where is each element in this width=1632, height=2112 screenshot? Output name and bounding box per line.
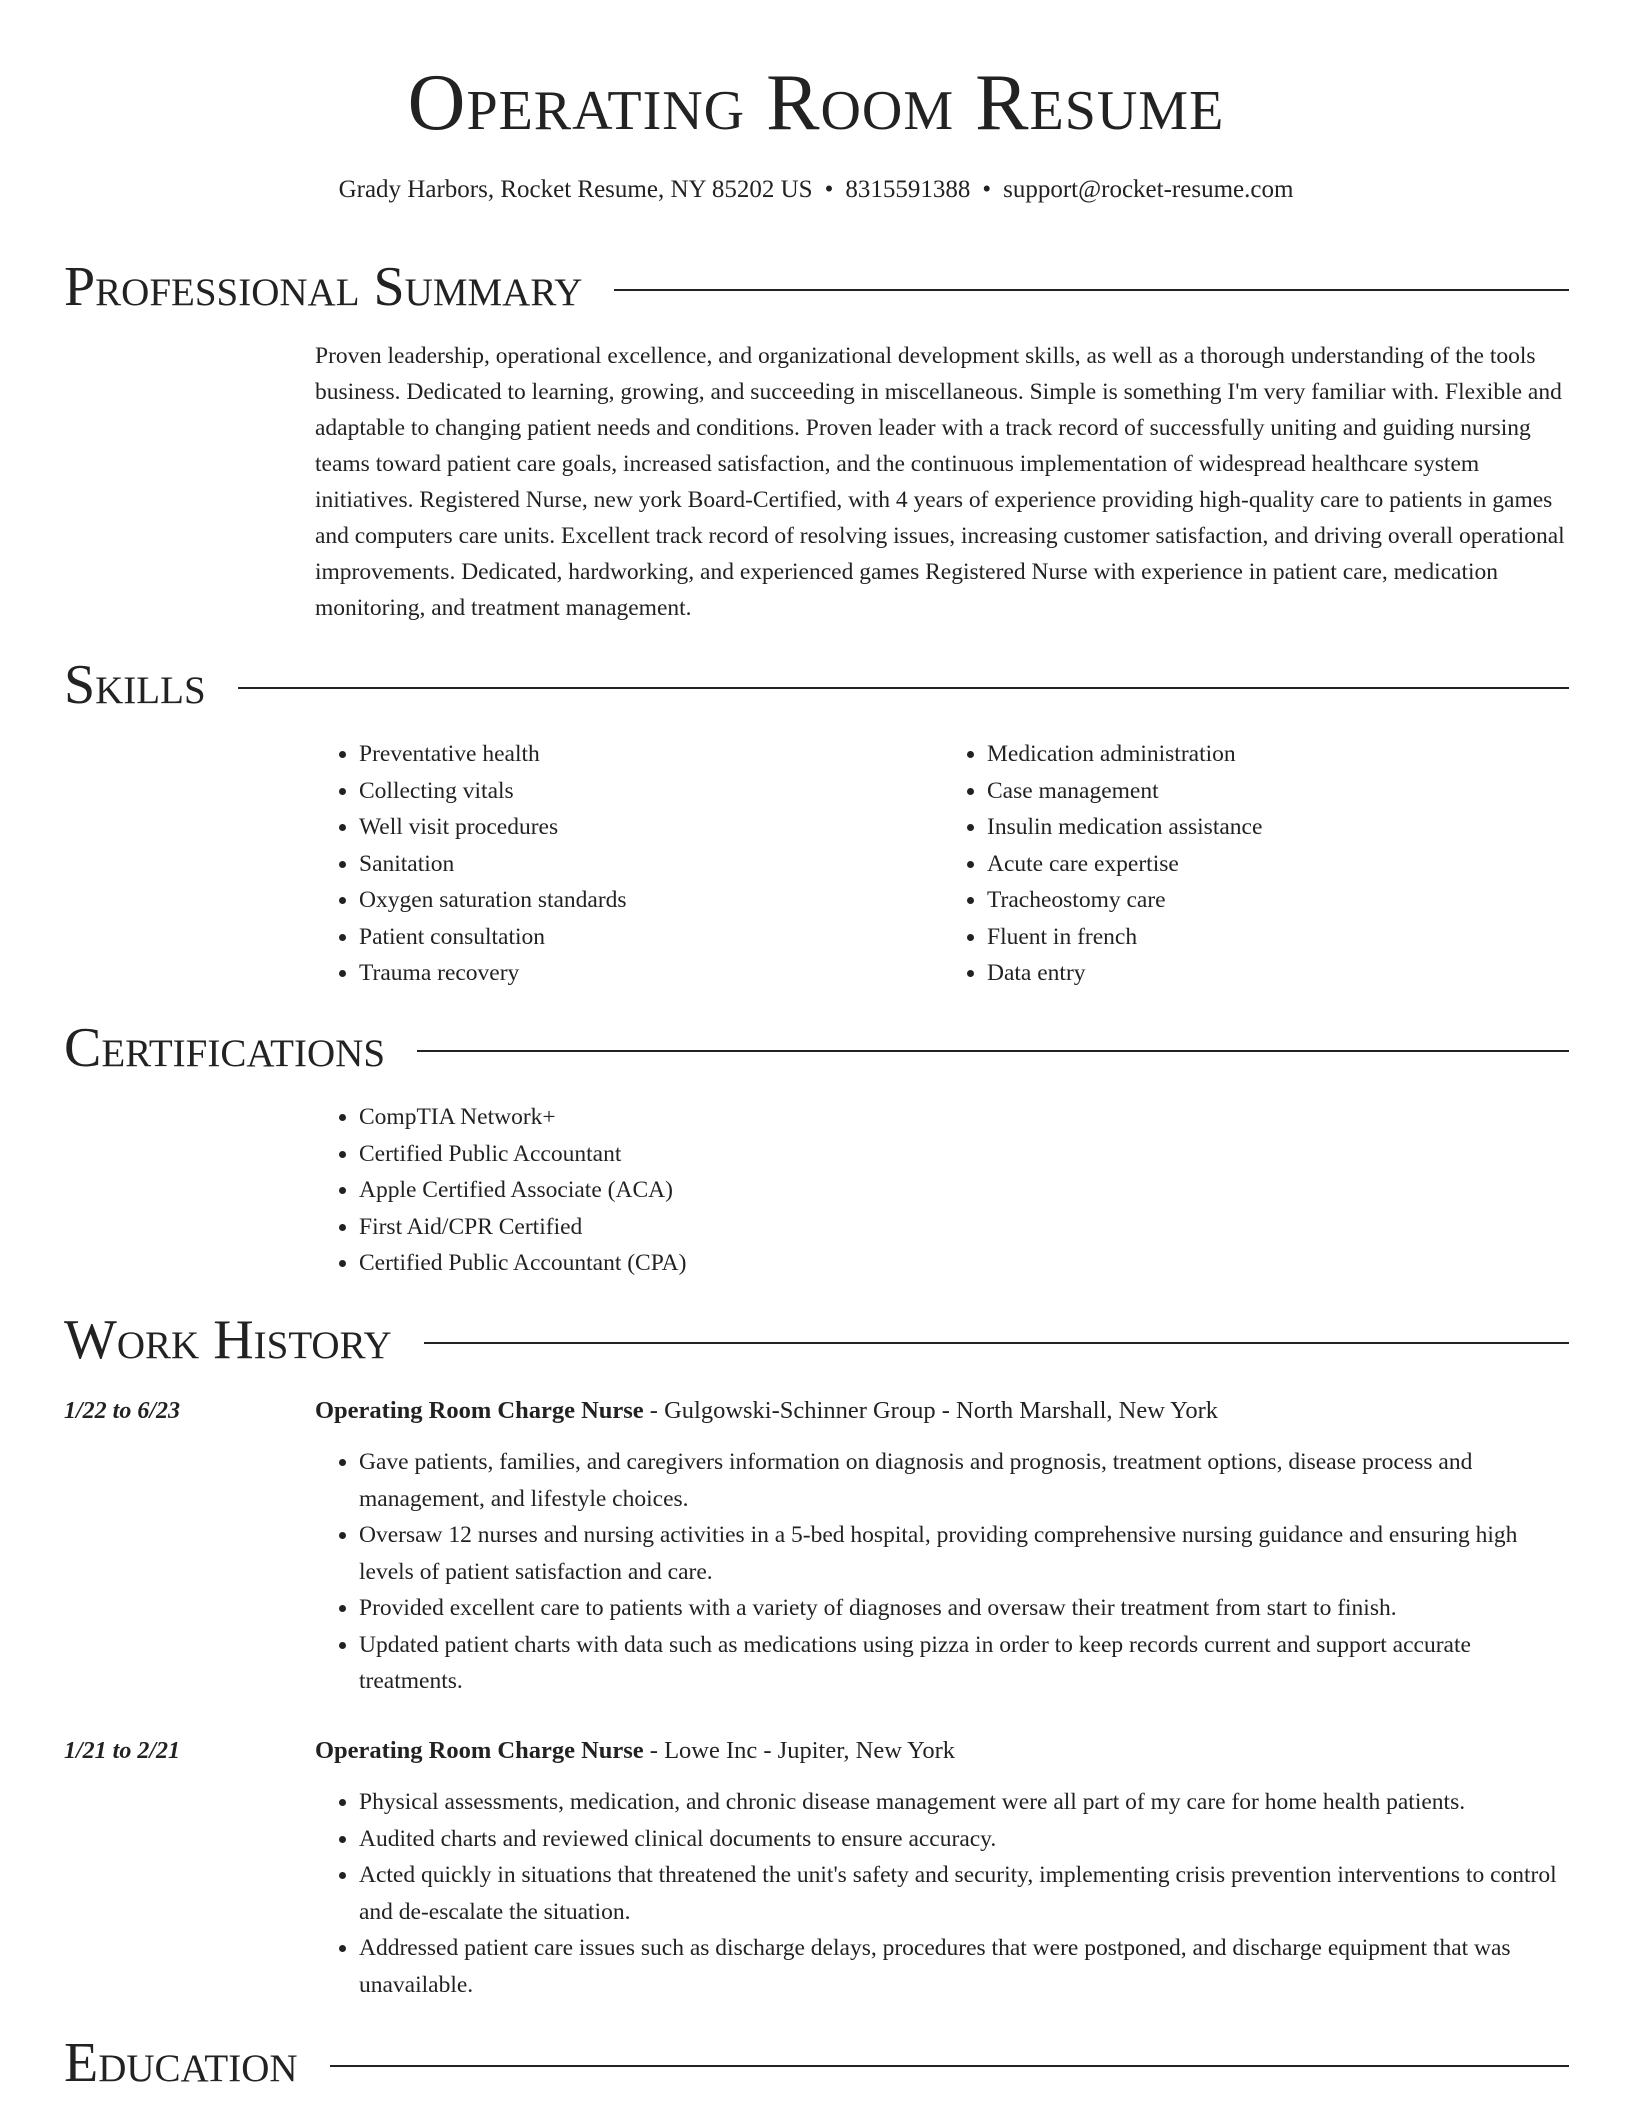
skill-item: • Fluent in french — [987, 919, 1571, 956]
job-bullet: • Provided excellent care to patients with a variety of diagnoses and oversaw their treatment from start to finish. — [359, 1590, 1571, 1627]
skill-item: • Data entry — [987, 955, 1571, 992]
skills-list-right — [943, 736, 1571, 992]
job-bullet: • Oversaw 12 nurses and nursing activities in a 5-bed hospital, providing comprehensive nursing guidance and ensuring high levels of patient satisfaction and care. — [359, 1517, 1571, 1590]
skills-section-header — [64, 650, 1569, 720]
job-bullet: • Gave patients, families, and caregivers information on diagnosis and prognosis, treatment options, disease process and management, and lifestyle choices. — [359, 1444, 1571, 1517]
summary-section-header — [64, 252, 1569, 322]
job-bullets — [315, 1444, 1571, 1700]
certification-item: • Apple Certified Associate (ACA) — [359, 1172, 1571, 1209]
contact-separator: • — [982, 176, 992, 203]
job-bullets-wrap — [315, 1784, 1571, 2003]
section-divider — [417, 1050, 1569, 1052]
contact-email: support@rocket-resume.com — [1003, 176, 1294, 203]
skills-columns — [315, 736, 1571, 992]
section-divider — [614, 289, 1569, 291]
skill-item: • Medication administration — [987, 736, 1571, 773]
job-details: - Lowe Inc - Jupiter, New York — [643, 1737, 956, 1764]
resume-title: Operating Room Resume — [407, 59, 1225, 147]
certifications-heading: Certifications — [64, 1017, 386, 1079]
skills-list-left — [315, 736, 943, 992]
work-heading: Work History — [64, 1309, 392, 1371]
skill-item: • Preventative health — [359, 736, 943, 773]
job-title: Operating Room Charge Nurse — [315, 1737, 644, 1764]
job-bullet: • Updated patient charts with data such as medications using pizza in order to keep records current and support accurate treatments. — [359, 1627, 1571, 1700]
skill-item: • Trauma recovery — [359, 955, 943, 992]
section-divider — [424, 1342, 1569, 1344]
summary-text: Proven leadership, operational excellence, and organizational development skills, as well as a thorough understanding of the tools business. Dedicated to learning, growing, and succeeding in miscellaneous. Simple is something I'm very familiar with. Flexible and adaptable to changing patient needs and conditions. Proven leader with a track record of successfully uniting and guiding nursing teams toward patient care goals, increased satisfaction, and the continuous implementation of widespread healthcare system initiatives. Registered Nurse, new york Board-Certified, with 4 years of experience providing high-quality care to patients in games and computers care units. Excellent track record of resolving issues, increasing customer satisfaction, and driving overall operational improvements. Dedicated, hardworking, and experienced games Registered Nurse with experience in patient care, medication monitoring, and treatment management. — [315, 343, 1565, 621]
certification-item: • CompTIA Network+ — [359, 1099, 1571, 1136]
contact-separator: • — [824, 176, 834, 203]
certifications-section-header — [64, 1013, 1569, 1083]
skill-item: • Oxygen saturation standards — [359, 882, 943, 919]
skill-item: • Sanitation — [359, 846, 943, 883]
job-details: - Gulgowski-Schinner Group - North Marshall, New York — [643, 1397, 1218, 1424]
job-bullet: • Acted quickly in situations that threatened the unit's safety and security, implementing crisis prevention interventions to control and de-escalate the situation. — [359, 1857, 1571, 1930]
contact-line — [0, 172, 1632, 208]
certifications-list-wrap — [315, 1099, 1571, 1282]
section-divider — [330, 2065, 1569, 2067]
job-title: Operating Room Charge Nurse — [315, 1397, 644, 1424]
skills-heading: Skills — [64, 654, 206, 716]
skill-item: • Collecting vitals — [359, 773, 943, 810]
education-section-header — [64, 2028, 1569, 2098]
skill-item: • Tracheostomy care — [987, 882, 1571, 919]
certification-item: • Certified Public Accountant — [359, 1136, 1571, 1173]
skill-item: • Case management — [987, 773, 1571, 810]
work-section-header — [64, 1305, 1569, 1375]
job-header — [315, 1733, 1571, 1769]
contact-address: Grady Harbors, Rocket Resume, NY 85202 US — [338, 176, 813, 203]
certification-item: • First Aid/CPR Certified — [359, 1209, 1571, 1246]
job-bullets-wrap — [315, 1444, 1571, 1700]
job-bullet: • Audited charts and reviewed clinical documents to ensure accuracy. — [359, 1821, 1571, 1858]
skill-item: • Insulin medication assistance — [987, 809, 1571, 846]
education-heading: Education — [64, 2032, 298, 2094]
section-divider — [238, 687, 1569, 689]
job-bullets — [315, 1784, 1571, 2003]
summary-heading: Professional Summary — [64, 256, 583, 318]
job-dates: 1/21 to 2/21 — [64, 1738, 181, 1764]
skill-item: • Patient consultation — [359, 919, 943, 956]
certifications-list — [315, 1099, 1571, 1282]
contact-phone: 8315591388 — [845, 176, 971, 203]
certification-item: • Certified Public Accountant (CPA) — [359, 1245, 1571, 1282]
job-bullet: • Addressed patient care issues such as discharge delays, procedures that were postponed, and discharge equipment that was unavailable. — [359, 1930, 1571, 2003]
job-dates: 1/22 to 6/23 — [64, 1398, 181, 1424]
job-header — [315, 1393, 1571, 1429]
skill-item: • Acute care expertise — [987, 846, 1571, 883]
job-bullet: • Physical assessments, medication, and chronic disease management were all part of my care for home health patients. — [359, 1784, 1571, 1821]
skill-item: • Well visit procedures — [359, 809, 943, 846]
